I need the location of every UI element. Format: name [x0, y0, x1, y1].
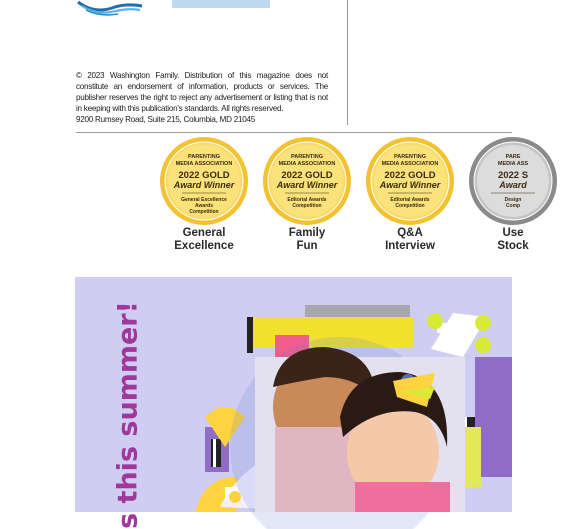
award-seal-icon — [366, 137, 454, 225]
badge-org-line: MEDIA ASSOCIATION — [381, 161, 439, 167]
award-category-line: Excellence — [174, 239, 234, 252]
award-seal-icon — [160, 137, 248, 225]
award-badge — [467, 137, 559, 257]
badge-org-line: MEDIA ASSOCIATION — [278, 161, 336, 167]
badge-year-rank: 2022 GOLD — [178, 170, 230, 181]
badge-year-rank: 2022 S — [497, 170, 529, 181]
promo-headline: s this summer! — [112, 301, 144, 529]
publisher-address: 9200 Rumsey Road, Suite 215, Columbia, MD 21045 — [76, 115, 256, 124]
badge-org-line: PARENTING — [291, 154, 323, 160]
badge-year-rank: 2022 GOLD — [281, 170, 333, 181]
badge-winner: Award Winner — [276, 180, 338, 190]
badge-category-line: Competition — [395, 203, 425, 209]
badge-org-line: PARENTING — [188, 154, 220, 160]
award-category-line: Stock — [497, 239, 529, 252]
column-divider — [347, 0, 348, 125]
award-badge — [158, 137, 250, 257]
award-category-line: Fun — [296, 239, 318, 252]
award-category-label — [150, 227, 258, 252]
award-category-line: General — [182, 227, 226, 239]
award-seal-icon — [263, 137, 351, 225]
award-category-label — [459, 227, 567, 252]
award-category-line: Interview — [385, 239, 435, 252]
badge-category-line: Design — [504, 197, 522, 203]
header-bar — [172, 0, 270, 8]
washington-family-logo — [76, 0, 146, 16]
badge-org-line: MEDIA ASS — [497, 161, 529, 167]
badge-org-line: PARE — [505, 154, 521, 160]
badge-category-line: Awards — [195, 203, 213, 209]
badge-winner: Award Winner — [379, 180, 441, 190]
award-seal-icon — [469, 137, 557, 225]
badge-category-line: Comp — [505, 203, 521, 209]
badge-category-line: Editorial Awards — [390, 197, 430, 203]
badge-org-line: PARENTING — [394, 154, 426, 160]
section-divider — [76, 132, 512, 133]
badge-winner: Award — [499, 180, 527, 190]
award-badge — [261, 137, 353, 257]
award-category-line: Q&A — [397, 227, 423, 239]
award-category-label — [253, 227, 361, 252]
badge-category-line: General Excellence — [181, 197, 227, 203]
badge-year-rank: 2022 GOLD — [384, 170, 436, 181]
award-category-line: Family — [288, 227, 326, 239]
award-category-line: Use — [502, 227, 524, 239]
badge-category-line: Competition — [292, 203, 322, 209]
badge-winner: Award Winner — [173, 180, 235, 190]
copyright-text: © 2023 Washington Family. Distribution of this magazine does not constitute an endorsement of information, products or services. The publisher reserves the right to reject any advertisement or listing that is not in keeping with this publication's standards. All rights reserved. — [76, 71, 328, 113]
badge-category-line: Editorial Awards — [287, 197, 327, 203]
award-badge — [364, 137, 456, 257]
badge-category-line: Competition — [189, 209, 219, 215]
badge-org-line: MEDIA ASSOCIATION — [175, 161, 233, 167]
legal-notice — [76, 70, 328, 125]
award-category-label — [356, 227, 464, 252]
